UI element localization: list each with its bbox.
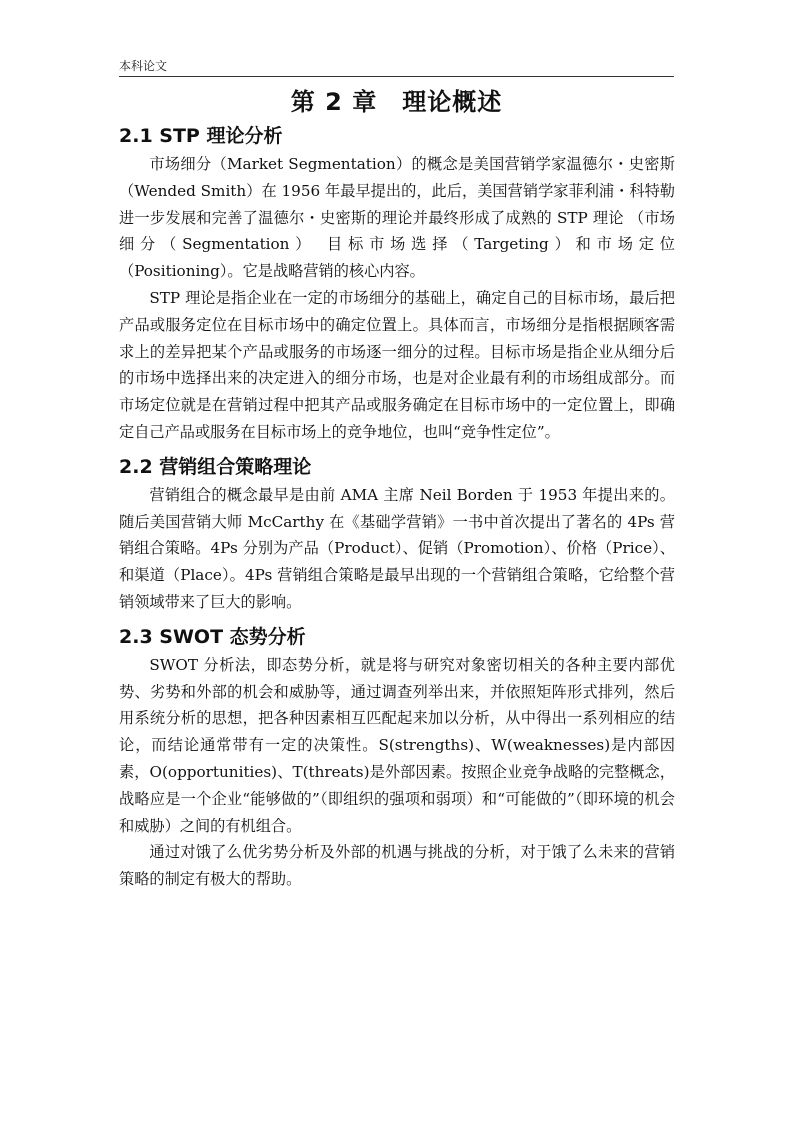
document-body	[119, 121, 675, 896]
section-2-3	[119, 622, 675, 893]
paragraph: 通过对饿了么优劣势分析及外部的机遇与挑战的分析，对于饿了么未来的营销策略的制定有极大的帮助。	[119, 843, 675, 889]
section-2-2	[119, 452, 675, 616]
paragraph: 市场细分（Market Segmentation）的概念是美国营销学家温德尔・史密斯（Wended Smith）在 1956 年最早提出的，此后，美国营销学家菲利浦・科特勒进一步发展和完善了温德尔・史密斯的理论并最终形成了成熟的 STP 理论 （市场细分（Segmentation） 目标市场选择（Targeting）和市场定位（Positioning）。它是战略营销的核心内容。	[119, 155, 675, 281]
section-2-1	[119, 121, 675, 446]
page-header: 本科论文	[119, 59, 168, 73]
paragraph: 营销组合的概念最早是由前 AMA 主席 Neil Borden 于 1953 年提出来的。随后美国营销大师 McCarthy 在《基础学营销》一书中首次提出了著名的 4Ps 营销组合策略。4Ps 分别为产品（Product）、促销（Promotion）、价格（Price）、和渠道（Place）。4Ps 营销组合策略是最早出现的一个营销组合策略，它给整个营销领域带来了巨大的影响。	[119, 485, 675, 611]
paragraph: SWOT 分析法，即态势分析，就是将与研究对象密切相关的各种主要内部优势、劣势和外部的机会和威胁等，通过调查列举出来，并依照矩阵形式排列，然后用系统分析的思想，把各种因素相互匹配起来加以分析，从中得出一系列相应的结论，而结论通常带有一定的决策性。S(strengths)、W(weaknesses)是内部因素，O(opportunities)、T(threats)是外部因素。按照企业竞争战略的完整概念，战略应是一个企业“能够做的”（即组织的强项和弱项）和“可能做的”（即环境的机会和威胁）之间的有机组合。	[119, 655, 675, 835]
header-rule	[119, 76, 674, 77]
section-heading: 2.3 SWOT 态势分析	[119, 625, 306, 648]
section-heading: 2.1 STP 理论分析	[119, 125, 283, 147]
chapter-title: 第 2 章 理论概述	[290, 88, 503, 116]
section-heading: 2.2 营销组合策略理论	[119, 455, 312, 478]
paragraph: STP 理论是指企业在一定的市场细分的基础上，确定自己的目标市场，最后把产品或服务定位在目标市场中的确定位置上。具体而言，市场细分是指根据顾客需求上的差异把某个产品或服务的市场逐一细分的过程。目标市场是指企业从细分后的市场中选择出来的决定进入的细分市场，也是对企业最有利的市场组成部分。而市场定位就是在营销过程中把其产品或服务确定在目标市场中的一定位置上，即确定自己产品或服务在目标市场上的竞争地位，也叫“竞争性定位”。	[119, 288, 675, 441]
